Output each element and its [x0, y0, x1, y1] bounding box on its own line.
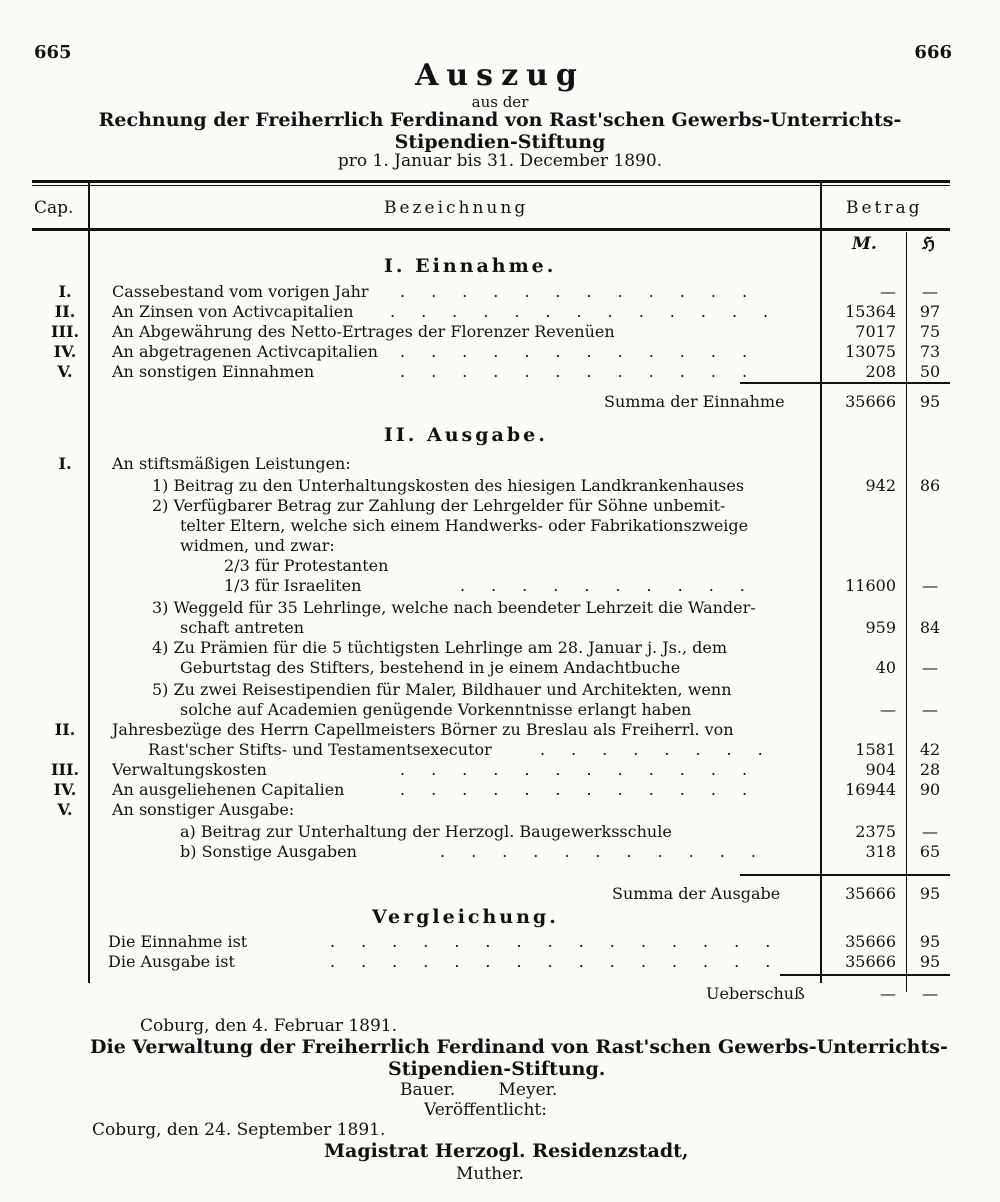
row-amount-pfennig: 73 — [919, 342, 941, 361]
ueberschuss-pfennig: — — [922, 984, 938, 1003]
section-heading-ausgabe: II. Ausgabe. — [384, 424, 548, 446]
ausgabe-line — [0, 496, 1000, 516]
row-text: solche auf Academien genügende Vorkenntnisse erlangt haben — [180, 700, 692, 719]
column-header-betrag: Betrag — [846, 198, 923, 218]
row-amount-mark: 1581 — [855, 740, 896, 759]
leader-dots: ............ — [400, 342, 774, 361]
row-text: An Zinsen von Activcapitalien — [112, 302, 354, 321]
ausgabe-line — [0, 780, 1000, 800]
row-text: b) Sonstige Ausgaben — [180, 842, 357, 861]
leader-dots: ............ — [400, 282, 774, 301]
row-amount-pfennig: 95 — [919, 932, 941, 951]
leader-dots: ............ — [400, 780, 774, 799]
einnahme-sum-rule — [740, 382, 950, 384]
leader-dots: ........ — [540, 740, 789, 759]
table-top-rule-thin — [32, 185, 950, 186]
einnahme-row — [0, 362, 1000, 382]
ausgabe-line — [0, 760, 1000, 780]
einnahme-row — [0, 282, 1000, 302]
row-text: Die Einnahme ist — [108, 932, 248, 951]
row-amount-pfennig: — — [922, 822, 938, 841]
row-text: 4) Zu Prämien für die 5 tüchtigsten Lehrlinge am 28. Januar j. Js., dem — [152, 638, 727, 657]
row-cap: I. — [58, 282, 72, 301]
leader-dots: ............... — [330, 932, 797, 951]
row-amount-pfennig: 84 — [919, 618, 941, 637]
row-amount-mark: — — [880, 700, 896, 719]
row-text: 5) Zu zwei Reisestipendien für Maler, Bildhauer und Architekten, wenn — [152, 680, 732, 699]
ausgabe-sum-mark: 35666 — [845, 884, 896, 903]
ausgabe-sum-rule — [740, 874, 950, 876]
ausgabe-line — [0, 680, 1000, 700]
ausgabe-line — [0, 822, 1000, 842]
row-text: a) Beitrag zur Unterhaltung der Herzogl. Baugewerksschule — [180, 822, 672, 841]
einnahme-row — [0, 302, 1000, 322]
vergleichung-row — [0, 932, 1000, 952]
ausgabe-line — [0, 842, 1000, 862]
einnahme-sum-mark: 35666 — [845, 392, 896, 411]
row-cap: II. — [54, 720, 76, 739]
ausgabe-line — [0, 576, 1000, 596]
ausgabe-line — [0, 638, 1000, 658]
ausgabe-line — [0, 618, 1000, 638]
einnahme-sum-label: Summa der Einnahme — [604, 392, 785, 411]
einnahme-row — [0, 322, 1000, 342]
row-amount-mark: 904 — [865, 760, 896, 779]
section-heading-einnahme: I. Einnahme. — [384, 255, 557, 277]
footer-date-1: Coburg, den 4. Februar 1891. — [140, 1016, 398, 1036]
ueberschuss-mark: — — [880, 984, 896, 1003]
ausgabe-line — [0, 700, 1000, 720]
row-amount-pfennig: 75 — [919, 322, 941, 341]
row-amount-mark: 11600 — [845, 576, 896, 595]
row-amount-pfennig: — — [922, 658, 938, 677]
page-number-right: 666 — [914, 42, 952, 63]
row-text: Jahresbezüge des Herrn Capellmeisters Börner zu Breslau als Freiherrl. von — [112, 720, 734, 739]
row-amount-pfennig: — — [922, 576, 938, 595]
subtitle-foundation-line2: Stipendien-Stiftung — [394, 131, 606, 153]
row-amount-pfennig: 65 — [919, 842, 941, 861]
page-number-left: 665 — [34, 42, 72, 63]
ausgabe-line — [0, 720, 1000, 740]
row-cap: II. — [54, 302, 76, 321]
section-heading-vergleichung: Vergleichung. — [372, 906, 559, 928]
row-amount-mark: 2375 — [855, 822, 896, 841]
footer-administration-line2: Stipendien-Stiftung. — [388, 1058, 606, 1080]
row-amount-pfennig: 86 — [919, 476, 941, 495]
einnahme-sum-pfennig: 95 — [919, 392, 941, 411]
row-text: Die Ausgabe ist — [108, 952, 235, 971]
column-header-cap: Cap. — [34, 198, 74, 218]
row-amount-mark: 7017 — [855, 322, 896, 341]
ausgabe-line — [0, 536, 1000, 556]
row-text: An abgetragenen Activcapitalien — [112, 342, 378, 361]
row-cap: I. — [58, 454, 72, 473]
row-amount-mark: 35666 — [845, 932, 896, 951]
row-amount-mark: 318 — [865, 842, 896, 861]
row-amount-pfennig: 97 — [919, 302, 941, 321]
row-amount-mark: 942 — [865, 476, 896, 495]
footer-administration-line1: Die Verwaltung der Freiherrlich Ferdinand von Rast'schen Gewerbs-Unterrichts- — [90, 1036, 948, 1058]
row-amount-pfennig: 42 — [919, 740, 941, 759]
column-header-mark: M. — [852, 234, 877, 254]
ausgabe-line — [0, 454, 1000, 474]
row-amount-pfennig: 90 — [919, 780, 941, 799]
row-amount-mark: — — [880, 282, 896, 301]
document-title: Auszug — [415, 58, 585, 93]
row-text: Rast'scher Stifts- und Testamentsexecutor — [148, 740, 492, 759]
row-amount-pfennig: 28 — [919, 760, 941, 779]
footer-date-2: Coburg, den 24. September 1891. — [92, 1120, 386, 1140]
row-text: Verwaltungskosten — [112, 760, 267, 779]
ueberschuss-row — [0, 984, 1000, 1004]
row-text: widmen, und zwar: — [180, 536, 335, 555]
row-amount-mark: 40 — [875, 658, 896, 677]
leader-dots: ............... — [330, 952, 797, 971]
ausgabe-line — [0, 740, 1000, 760]
row-text: An ausgeliehenen Capitalien — [112, 780, 345, 799]
table-header-rule — [32, 228, 950, 231]
footer-magistrat: Magistrat Herzogl. Residenzstadt, — [324, 1140, 689, 1162]
ueberschuss-label: Ueberschuß — [706, 984, 805, 1003]
row-text: An sonstigen Einnahmen — [112, 362, 315, 381]
einnahme-row — [0, 342, 1000, 362]
footer-published: Veröffentlicht: — [424, 1100, 547, 1120]
row-text: schaft antreten — [180, 618, 305, 637]
row-amount-pfennig: 50 — [919, 362, 941, 381]
leader-dots: .......... — [460, 576, 771, 595]
column-header-pfennig: ℌ — [922, 234, 935, 254]
ausgabe-line — [0, 800, 1000, 820]
subtitle-period: pro 1. Januar bis 31. December 1890. — [337, 151, 663, 171]
row-text: 2) Verfügbarer Betrag zur Zahlung der Lehrgelder für Söhne unbemit- — [152, 496, 726, 515]
row-text: An Abgewährung des Netto-Ertrages der Florenzer Revenüen — [112, 322, 615, 341]
table-top-rule — [32, 180, 950, 183]
subtitle-aus-der: aus der — [471, 93, 529, 111]
row-amount-pfennig: 95 — [919, 952, 941, 971]
subtitle-foundation-line1: Rechnung der Freiherrlich Ferdinand von Rast'schen Gewerbs-Unterrichts- — [98, 109, 902, 131]
row-text: Cassebestand vom vorigen Jahr — [112, 282, 369, 301]
ausgabe-line — [0, 658, 1000, 678]
ausgabe-line — [0, 598, 1000, 618]
row-text: 1/3 für Israeliten — [224, 576, 362, 595]
footer-signer: Muther. — [456, 1164, 524, 1184]
ausgabe-sum-label: Summa der Ausgabe — [612, 884, 781, 903]
leader-dots: ............. — [390, 302, 795, 321]
leader-dots: ............ — [400, 760, 774, 779]
ausgabe-line — [0, 556, 1000, 576]
einnahme-sum-row — [0, 392, 1000, 412]
row-amount-mark: 13075 — [845, 342, 896, 361]
row-cap: IV. — [53, 342, 77, 361]
row-amount-mark: 35666 — [845, 952, 896, 971]
row-cap: III. — [50, 322, 80, 341]
leader-dots: ........... — [440, 842, 782, 861]
row-amount-pfennig: — — [922, 282, 938, 301]
ausgabe-line — [0, 516, 1000, 536]
ausgabe-sum-row — [0, 884, 1000, 904]
row-amount-pfennig: — — [922, 700, 938, 719]
row-text: 3) Weggeld für 35 Lehrlinge, welche nach beendeter Lehrzeit die Wander- — [152, 598, 756, 617]
row-cap: V. — [57, 362, 73, 381]
row-cap: IV. — [53, 780, 77, 799]
row-text: telter Eltern, welche sich einem Handwerks- oder Fabrikationszweige — [180, 516, 749, 535]
row-text: An stiftsmäßigen Leistungen: — [112, 454, 351, 473]
column-header-bezeichnung: Bezeichnung — [384, 198, 529, 218]
vergleichung-rule — [780, 974, 950, 976]
vergleichung-row — [0, 952, 1000, 972]
row-amount-mark: 959 — [865, 618, 896, 637]
leader-dots: ............ — [400, 362, 774, 381]
row-amount-mark: 15364 — [845, 302, 896, 321]
row-text: An sonstiger Ausgabe: — [112, 800, 295, 819]
row-amount-mark: 16944 — [845, 780, 896, 799]
ausgabe-line — [0, 476, 1000, 496]
row-cap: V. — [57, 800, 73, 819]
row-text: 1) Beitrag zu den Unterhaltungskosten des hiesigen Landkrankenhauses — [152, 476, 745, 495]
footer-signatories: Bauer. Meyer. — [400, 1080, 558, 1100]
row-text: 2/3 für Protestanten — [224, 556, 389, 575]
row-cap: III. — [50, 760, 80, 779]
ausgabe-sum-pfennig: 95 — [919, 884, 941, 903]
row-text: Geburtstag des Stifters, bestehend in je einem Andachtbuche — [180, 658, 681, 677]
row-amount-mark: 208 — [865, 362, 896, 381]
